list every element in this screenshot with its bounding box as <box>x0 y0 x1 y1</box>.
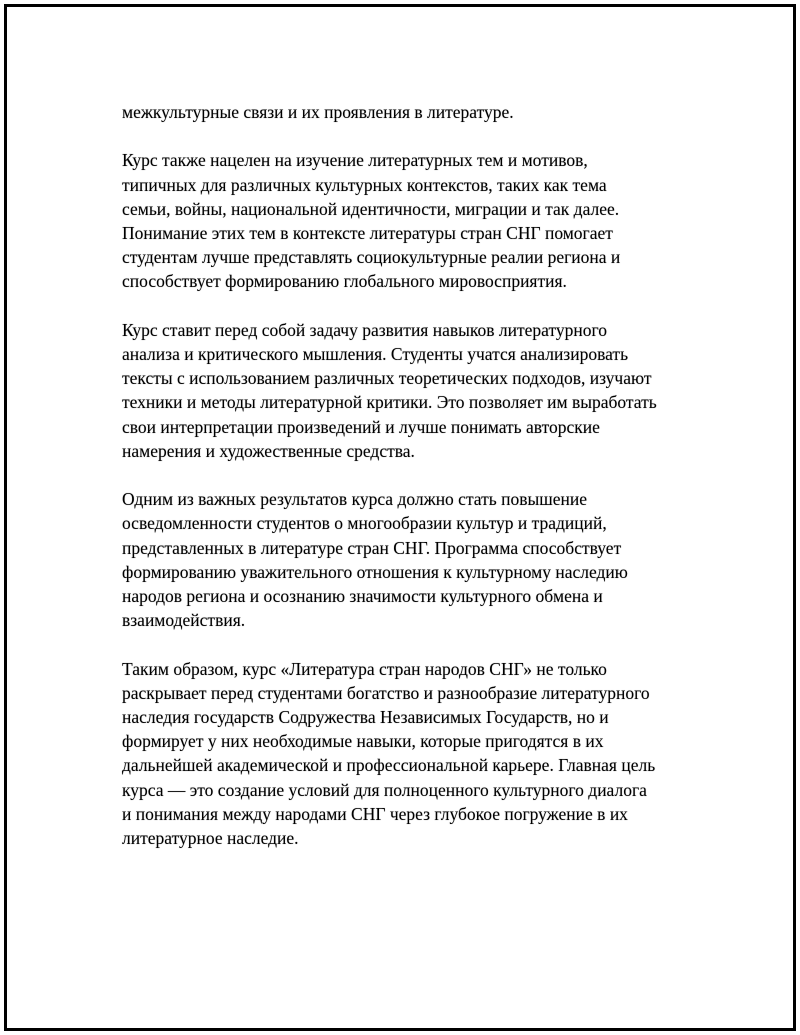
text-line: межкультурные связи и их проявления в литературе. <box>122 102 514 122</box>
text-line: курса — это создание условий для полноценного культурного диалога <box>122 779 647 800</box>
paragraph <box>122 487 702 632</box>
text-line: намерения и художественные средства. <box>122 440 415 461</box>
text-line: Таким образом, курс «Литература стран народов СНГ» не только <box>122 658 607 679</box>
text-line: народов региона и осознанию значимости культурного обмена и <box>122 586 603 607</box>
text-line: осведомленности студентов о многообразии культур и традиций, <box>122 513 607 534</box>
text-line: студентам лучше представлять социокультурные реалии региона и <box>122 247 621 268</box>
text-line: и понимания между народами СНГ через глубокое погружение в их <box>122 803 628 824</box>
text-line: типичных для различных культурных контекстов, таких как тема <box>122 174 607 195</box>
paragraph <box>122 100 702 124</box>
text-line: тексты с использованием различных теоретических подходов, изучают <box>122 368 652 389</box>
text-line: дальнейшей академической и профессиональной карьере. Главная цель <box>122 755 656 776</box>
text-line: литературное наследие. <box>122 828 299 849</box>
text-line: семьи, войны, национальной идентичности, миграции и так далее. <box>122 198 620 219</box>
text-line: взаимодействия. <box>122 610 246 631</box>
page-frame <box>4 4 796 1031</box>
text-line: свои интерпретации произведений и лучше понимать авторские <box>122 416 600 437</box>
text-line: Курс ставит перед собой задачу развития навыков литературного <box>122 319 607 340</box>
text-line: наследия государств Содружества Независимых Государств, но и <box>122 707 609 728</box>
text-line: анализа и критического мышления. Студенты учатся анализировать <box>122 344 629 364</box>
text-line: Понимание этих тем в контексте литературы стран СНГ помогает <box>122 223 613 243</box>
paragraph <box>122 318 702 463</box>
text-line: формирует у них необходимые навыки, которые пригодятся в их <box>122 731 604 752</box>
paragraph <box>122 657 702 851</box>
text-line: представленных в литературе стран СНГ. Программа способствует <box>122 537 622 558</box>
paragraph <box>122 148 702 293</box>
document-body <box>122 100 702 874</box>
text-line: раскрывает перед студентами богатство и разнообразие литературного <box>122 682 650 703</box>
text-line: Одним из важных результатов курса должно стать повышение <box>122 489 588 510</box>
text-line: Курс также нацелен на изучение литературных тем и мотивов, <box>122 150 588 171</box>
text-line: формированию уважительного отношения к культурному наследию <box>122 561 628 582</box>
text-line: способствует формированию глобального мировосприятия. <box>122 271 567 292</box>
text-line: техники и методы литературной критики. Это позволяет им выработать <box>122 392 657 413</box>
